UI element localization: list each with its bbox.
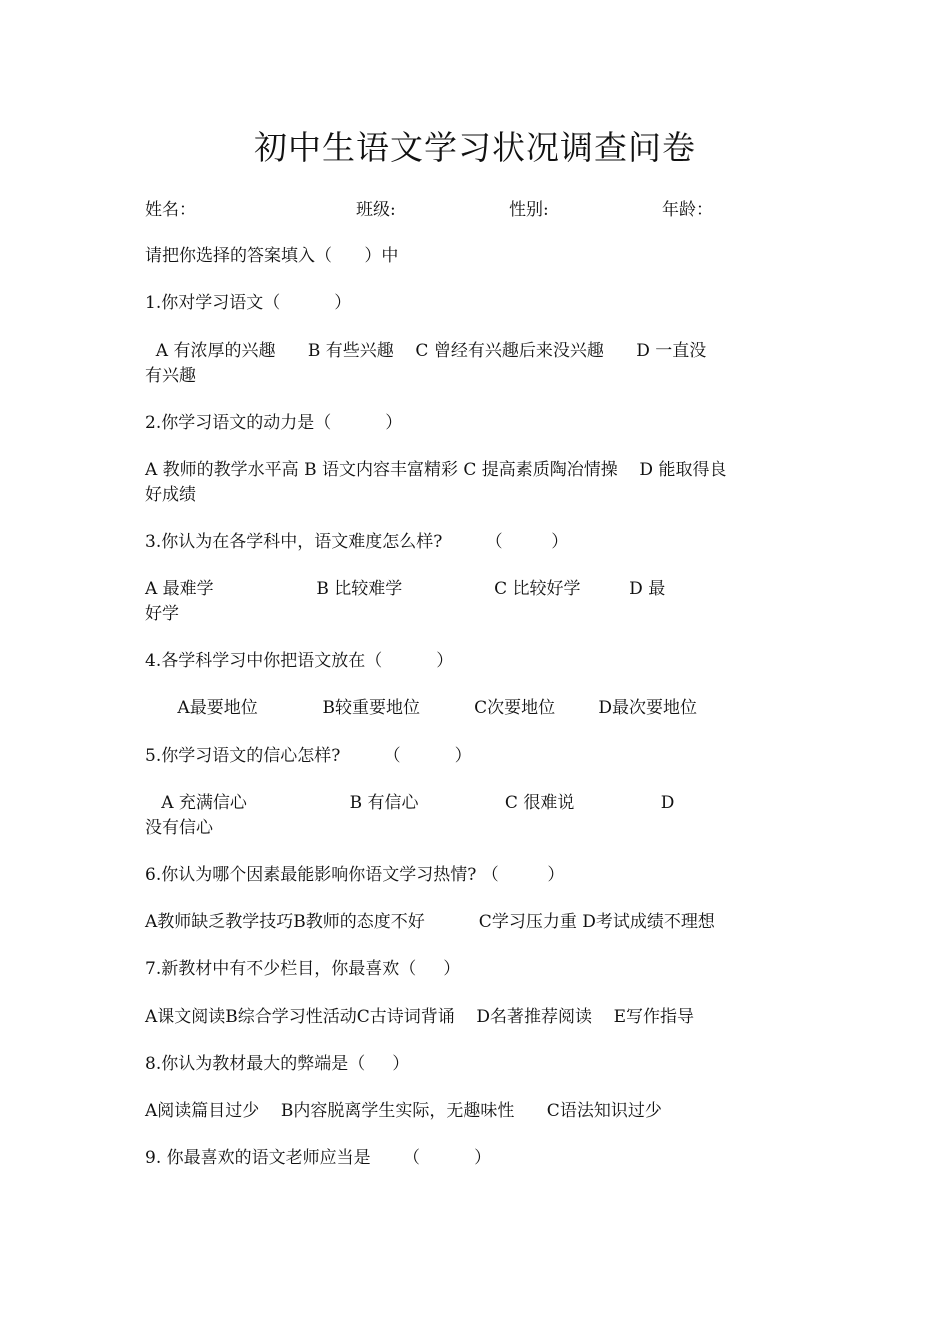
age-label: 年龄： bbox=[662, 200, 713, 220]
question-1: 1.你对学习语文（ ） bbox=[145, 293, 352, 313]
question-2-options-cont: 好成绩 bbox=[145, 485, 196, 505]
question-5-options-cont: 没有信心 bbox=[145, 818, 213, 838]
question-9: 9. 你最喜欢的语文老师应当是 （ ） bbox=[145, 1148, 492, 1168]
page-title: 初中生语文学习状况调查问卷 bbox=[254, 128, 696, 167]
question-3-options: A 最难学 B 比较难学 C 比较好学 D 最 bbox=[145, 579, 666, 599]
question-8-options: A阅读篇目过少 B内容脱离学生实际，无趣味性 C语法知识过少 bbox=[145, 1101, 662, 1121]
question-8: 8.你认为教材最大的弊端是（ ） bbox=[145, 1054, 410, 1074]
question-7: 7.新教材中有不少栏目，你最喜欢（ ） bbox=[145, 959, 461, 979]
question-3: 3.你认为在各学科中，语文难度怎么样? （ ） bbox=[145, 532, 569, 552]
question-3-options-cont: 好学 bbox=[145, 604, 179, 624]
question-4: 4.各学科学习中你把语文放在（ ） bbox=[145, 651, 454, 671]
gender-label: 性别: bbox=[509, 200, 549, 220]
question-7-options: A课文阅读B综合学习性活动C古诗词背诵 D名著推荐阅读 E写作指导 bbox=[145, 1007, 695, 1027]
question-6: 6.你认为哪个因素最能影响你语文学习热情? （ ） bbox=[145, 865, 565, 885]
question-6-options: A教师缺乏教学技巧B教师的态度不好 C学习压力重 D考试成绩不理想 bbox=[145, 912, 715, 932]
name-label: 姓名： bbox=[145, 200, 196, 220]
instruction: 请把你选择的答案填入（ ）中 bbox=[145, 246, 399, 266]
question-5-options: A 充满信心 B 有信心 C 很难说 D bbox=[145, 793, 675, 813]
question-5: 5.你学习语文的信心怎样? （ ） bbox=[145, 746, 472, 766]
question-2: 2.你学习语文的动力是（ ） bbox=[145, 413, 403, 433]
question-1-options: A 有浓厚的兴趣 B 有些兴趣 C 曾经有兴趣后来没兴趣 D 一直没 bbox=[145, 341, 707, 361]
question-2-options: A 教师的教学水平高 B 语文内容丰富精彩 C 提高素质陶冶情操 D 能取得良 bbox=[145, 460, 727, 480]
class-label: 班级: bbox=[356, 200, 396, 220]
question-4-options: A最要地位 B较重要地位 C次要地位 D最次要地位 bbox=[145, 698, 697, 718]
question-1-options-cont: 有兴趣 bbox=[145, 366, 196, 386]
